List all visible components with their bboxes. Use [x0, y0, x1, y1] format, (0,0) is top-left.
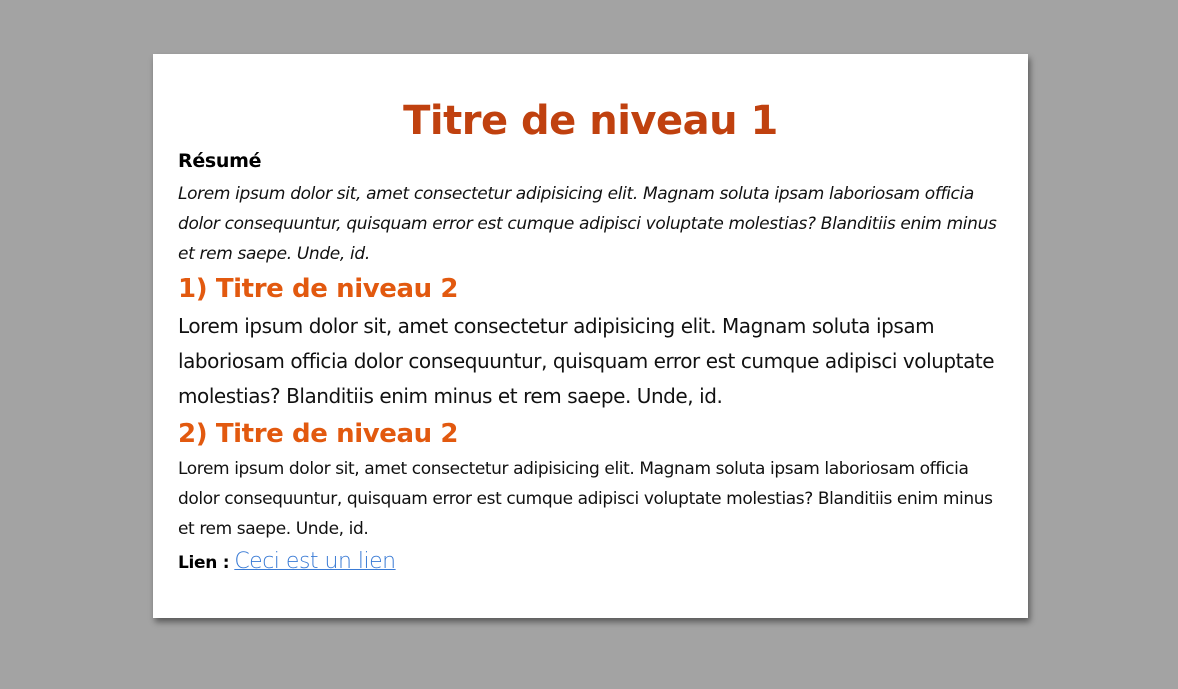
section-2-text: Lorem ipsum dolor sit, amet consectetur adipisicing elit. Magnam soluta ipsam laboriosam officia dolor consequuntur, quisquam error est cumque adipisci voluptate molestias? Blanditiis enim minus et rem saepe. Unde, id.: [178, 459, 993, 539]
link-label: Lien :: [178, 553, 230, 573]
document-card: [153, 54, 1028, 618]
section-1-text: Lorem ipsum dolor sit, amet consectetur adipisicing elit. Magnam soluta ipsam laboriosam officia dolor consequuntur, quisquam error est cumque adipisci voluptate molestias? Blanditiis enim minus et rem saepe. Unde, id.: [178, 314, 995, 408]
page-title: Titre de niveau 1: [403, 98, 778, 144]
section-1-heading: 1) Titre de niveau 2: [178, 274, 459, 304]
summary-text: Lorem ipsum dolor sit, amet consectetur adipisicing elit. Magnam soluta ipsam laboriosam officia dolor consequuntur, quisquam error est cumque adipisci voluptate molestias? Blanditiis enim minus et rem saepe. Unde, id.: [178, 184, 997, 264]
link-row: [178, 547, 396, 578]
section-2-heading: 2) Titre de niveau 2: [178, 419, 459, 449]
example-link[interactable]: Ceci est un lien: [234, 549, 396, 574]
summary-heading: Résumé: [178, 150, 262, 172]
